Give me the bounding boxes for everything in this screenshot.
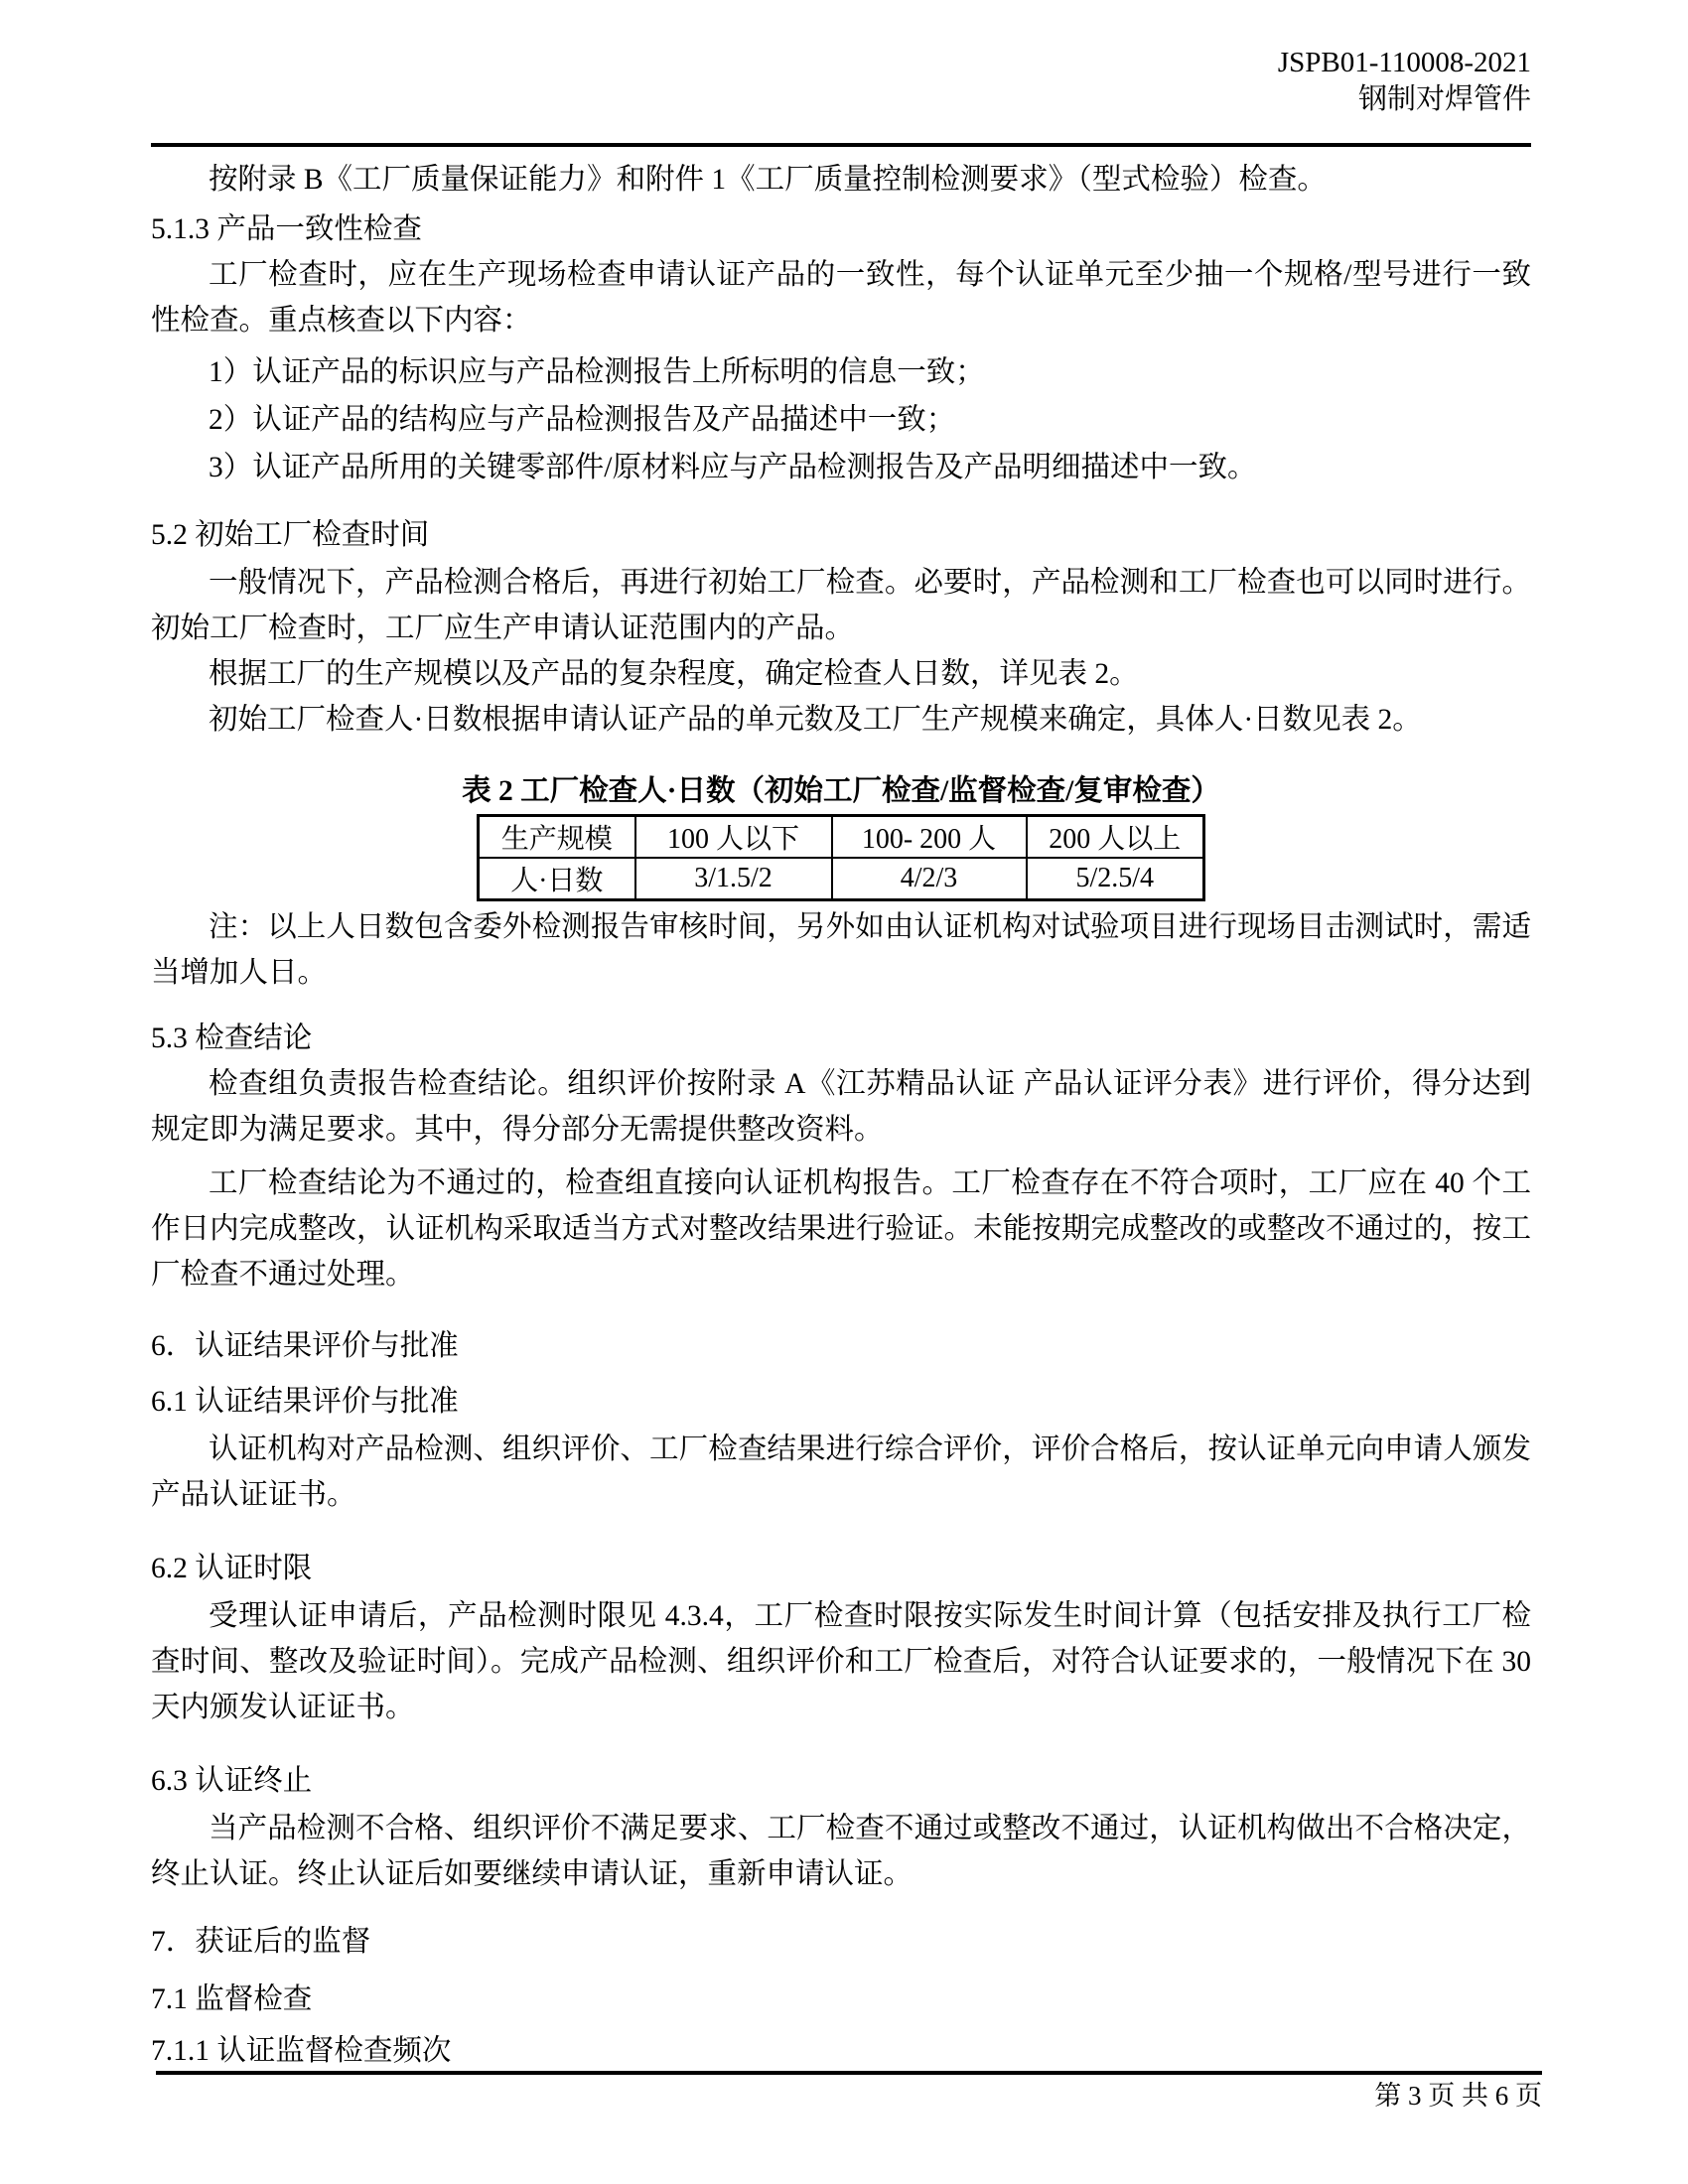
table-row-values [479,858,1204,900]
heading-7: 7．获证后的监督 [151,1926,371,1958]
paragraph-6-1: 认证机构对产品检测、组织评价、工厂检查结果进行综合评价，评价合格后，按认证单元向申请人颁发产品认证证书。 [151,1433,1531,1511]
cell-over-200: 200 人以上 [1027,816,1204,859]
paragraph-6-2: 受理认证申请后，产品检测时限见 4.3.4，工厂检查时限按实际发生时间计算（包括安排及执行工厂检查时间、整改及验证时间）。完成产品检测、组织评价和工厂检查后，对符合认证要求的，一般情况下在 30 天内颁发认证证书。 [151,1600,1531,1723]
list-item-1: 1）认证产品的标识应与产品检测报告上所标明的信息一致； [209,356,985,388]
doc-number: JSPB01-110008-2021 [1277,47,1531,78]
list-item-2: 2）认证产品的结构应与产品检测报告及产品描述中一致； [209,404,956,436]
heading-6-1: 6.1 认证结果评价与批准 [151,1386,459,1418]
cell-mandays-label: 人·日数 [479,858,635,900]
paragraph-5-2-b: 根据工厂的生产规模以及产品的复杂程度，确定检查人日数，详见表 2。 [209,658,1139,690]
paragraph-5-2-c: 初始工厂检查人·日数根据申请认证产品的单元数及工厂生产规模来确定，具体人·日数见表 2。 [209,704,1422,736]
header-rule [151,143,1531,147]
paragraph-5-2-a: 一般情况下，产品检测合格后，再进行初始工厂检查。必要时，产品检测和工厂检查也可以同时进行。初始工厂检查时，工厂应生产申请认证范围内的产品。 [151,567,1531,644]
footer-rule [156,2071,1542,2075]
cell-mandays-2: 4/2/3 [832,858,1027,900]
heading-7-1: 7.1 监督检查 [151,1983,313,2015]
cell-scale-label: 生产规模 [479,816,635,859]
page-header [151,45,1531,118]
cell-100-200: 100- 200 人 [832,816,1027,859]
page-number: 第 3 页 共 6 页 [1374,2081,1542,2111]
paragraph-5-3-a: 检查组负责报告检查结论。组织评价按附录 A《江苏精品认证 产品认证评分表》进行评价，得分达到规定即为满足要求。其中，得分部分无需提供整改资料。 [151,1068,1531,1146]
table-2-caption: 表 2 工厂检查人·日数（初始工厂检查/监督检查/复审检查） [462,775,1220,807]
table-2-people-days [477,814,1205,901]
document-body [151,157,1531,2074]
heading-5-3: 5.3 检查结论 [151,1023,313,1054]
paragraph-intro: 按附录 B《工厂质量保证能力》和附件 1《工厂质量控制检测要求》（型式检验）检查。 [209,164,1327,196]
cell-mandays-3: 5/2.5/4 [1027,858,1204,900]
paragraph-5-3-b: 工厂检查结论为不通过的，检查组直接向认证机构报告。工厂检查存在不符合项时，工厂应在 40 个工作日内完成整改，认证机构采取适当方式对整改结果进行验证。未能按期完成整改的或整改不通过的，按工厂检查不通过处理。 [151,1167,1531,1291]
heading-6-3: 6.3 认证终止 [151,1765,313,1797]
table-row-header [479,816,1204,859]
doc-title: 钢制对焊管件 [1357,83,1531,115]
heading-5-1-3: 5.1.3 产品一致性检查 [151,213,422,245]
heading-6-2: 6.2 认证时限 [151,1553,313,1584]
paragraph-table-note: 注：以上人日数包含委外检测报告审核时间，另外如由认证机构对试验项目进行现场目击测试时，需适当增加人日。 [151,911,1531,989]
heading-7-1-1: 7.1.1 认证监督检查频次 [151,2035,452,2067]
list-item-3: 3）认证产品所用的关键零部件/原材料应与产品检测报告及产品明细描述中一致。 [209,452,1257,483]
paragraph-5-1-3: 工厂检查时，应在生产现场检查申请认证产品的一致性，每个认证单元至少抽一个规格/型号进行一致性检查。重点核查以下内容： [151,259,1531,337]
heading-5-2: 5.2 初始工厂检查时间 [151,519,430,551]
paragraph-6-3: 当产品检测不合格、组织评价不满足要求、工厂检查不通过或整改不通过，认证机构做出不合格决定，终止认证。终止认证后如要继续申请认证，重新申请认证。 [151,1813,1531,1890]
cell-under-100: 100 人以下 [635,816,832,859]
heading-6: 6．认证结果评价与批准 [151,1330,459,1362]
cell-mandays-1: 3/1.5/2 [635,858,832,900]
